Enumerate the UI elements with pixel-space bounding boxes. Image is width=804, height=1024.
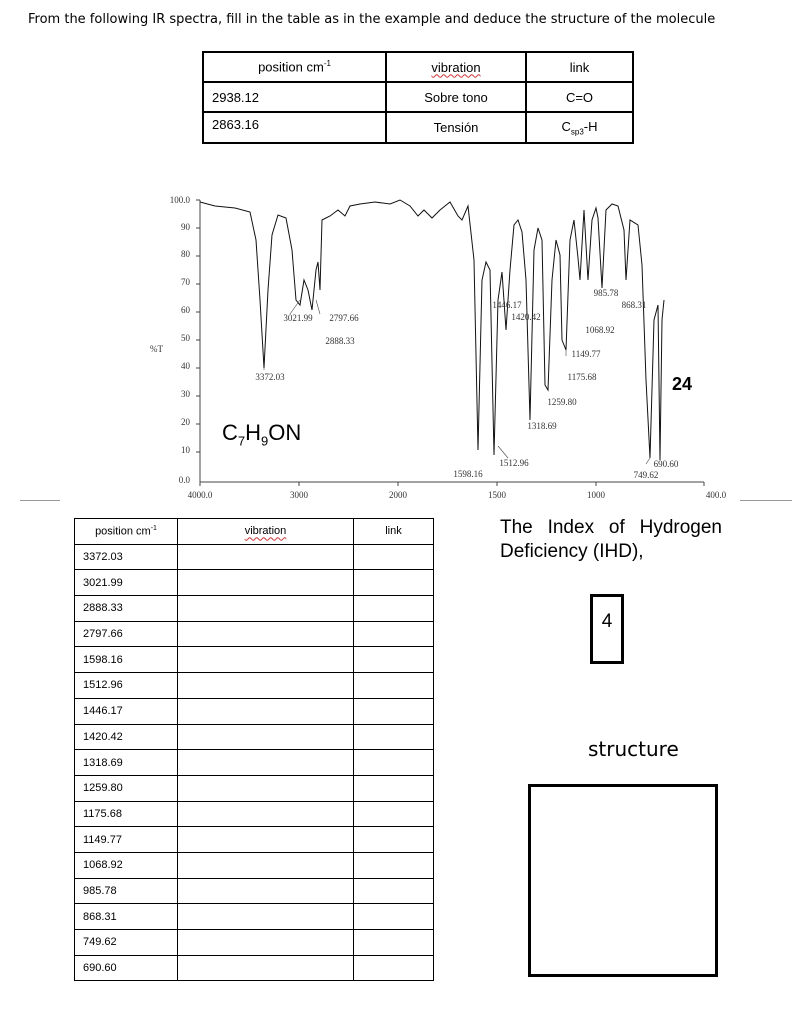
peak-label: 1175.68 — [567, 372, 597, 382]
x-tick: 1000 — [587, 490, 605, 500]
answer-cell-link[interactable] — [354, 750, 434, 776]
answer-cell-vibration[interactable] — [178, 750, 354, 776]
x-tick: 3000 — [290, 490, 308, 500]
peak-label: 1068.92 — [585, 325, 615, 335]
answer-cell-vibration[interactable] — [178, 930, 354, 956]
answer-cell-vibration[interactable] — [178, 647, 354, 673]
peak-label: 1149.77 — [571, 349, 601, 359]
peak-label: 1446.17 — [492, 300, 522, 310]
answer-cell-position: 1259.80 — [75, 775, 178, 801]
answer-cell-vibration[interactable] — [178, 544, 354, 570]
divider — [20, 500, 60, 501]
ihd-value-box[interactable]: 4 — [590, 594, 624, 664]
y-tick: 20 — [181, 417, 190, 427]
peak-label: 985.78 — [593, 288, 619, 298]
example-cell-position: 2938.12 — [203, 82, 386, 112]
y-tick: 90 — [181, 222, 190, 232]
answer-cell-vibration[interactable] — [178, 955, 354, 981]
answer-cell-link[interactable] — [354, 570, 434, 596]
example-cell-link: C=O — [526, 82, 633, 112]
peak-label: 3021.99 — [283, 313, 313, 323]
answer-cell-vibration[interactable] — [178, 852, 354, 878]
divider — [740, 500, 792, 501]
answer-cell-link[interactable] — [354, 904, 434, 930]
example-cell-position: 2863.16 — [203, 112, 386, 143]
peak-label: 1259.80 — [547, 397, 577, 407]
answer-cell-link[interactable] — [354, 801, 434, 827]
y-tick: 70 — [181, 277, 190, 287]
answer-cell-position: 690.60 — [75, 955, 178, 981]
answer-cell-link[interactable] — [354, 724, 434, 750]
x-tick: 2000 — [389, 490, 407, 500]
peak-label: 2888.33 — [325, 336, 355, 346]
example-cell-vibration: Sobre tono — [386, 82, 526, 112]
answer-cell-position: 1175.68 — [75, 801, 178, 827]
answer-cell-position: 3021.99 — [75, 570, 178, 596]
y-tick: 0.0 — [178, 475, 190, 485]
answer-cell-vibration[interactable] — [178, 698, 354, 724]
ihd-label: The Index of Hydrogen — [500, 517, 722, 538]
answer-cell-vibration[interactable] — [178, 596, 354, 622]
answer-cell-position: 2888.33 — [75, 596, 178, 622]
y-tick: 10 — [181, 445, 190, 455]
peak-label: 749.62 — [633, 470, 659, 480]
peak-label: 2797.66 — [329, 313, 359, 323]
answer-cell-position: 868.31 — [75, 904, 178, 930]
answer-cell-position: 985.78 — [75, 878, 178, 904]
y-tick: 40 — [181, 361, 190, 371]
answer-cell-vibration[interactable] — [178, 570, 354, 596]
peak-label: 1512.96 — [499, 458, 529, 468]
answer-cell-position: 1149.77 — [75, 827, 178, 853]
answer-cell-position: 1318.69 — [75, 750, 178, 776]
answer-cell-link[interactable] — [354, 955, 434, 981]
answer-header-position: position $cm^{-1}$ — [75, 519, 178, 545]
answer-cell-link[interactable] — [354, 852, 434, 878]
answer-cell-vibration[interactable] — [178, 673, 354, 699]
answer-cell-vibration[interactable] — [178, 621, 354, 647]
y-axis-label: %T — [150, 344, 163, 354]
peak-label: 1318.69 — [527, 421, 557, 431]
answer-cell-vibration[interactable] — [178, 801, 354, 827]
y-tick: 30 — [181, 389, 190, 399]
example-header-link: link — [526, 52, 633, 82]
answer-cell-position: 1512.96 — [75, 673, 178, 699]
answer-cell-vibration[interactable] — [178, 724, 354, 750]
answer-cell-vibration[interactable] — [178, 775, 354, 801]
x-tick: 4000.0 — [187, 490, 213, 500]
answer-cell-link[interactable] — [354, 673, 434, 699]
answer-cell-link[interactable] — [354, 647, 434, 673]
answer-cell-link[interactable] — [354, 596, 434, 622]
y-tick: 60 — [181, 305, 190, 315]
answer-cell-position: 1446.17 — [75, 698, 178, 724]
example-header-position: position $cm^{-1}$ — [203, 52, 386, 82]
answer-cell-link[interactable] — [354, 621, 434, 647]
peak-label: 868.31 — [621, 300, 647, 310]
answer-cell-vibration[interactable] — [178, 878, 354, 904]
answer-cell-position: 1420.42 — [75, 724, 178, 750]
answer-cell-position: 1598.16 — [75, 647, 178, 673]
structure-label: structure — [588, 737, 679, 761]
peak-label: 3372.03 — [255, 372, 285, 382]
x-tick: 1500 — [488, 490, 506, 500]
answer-cell-link[interactable] — [354, 544, 434, 570]
ihd-label-line2: Deficiency (IHD), — [500, 541, 644, 562]
answer-cell-position: 749.62 — [75, 930, 178, 956]
answer-cell-position: 3372.03 — [75, 544, 178, 570]
answer-cell-link[interactable] — [354, 698, 434, 724]
answer-cell-link[interactable] — [354, 775, 434, 801]
answer-cell-link[interactable] — [354, 878, 434, 904]
x-tick: 400.0 — [705, 490, 727, 500]
answer-cell-link[interactable] — [354, 827, 434, 853]
y-tick: 80 — [181, 249, 190, 259]
answer-cell-position: 1068.92 — [75, 852, 178, 878]
answer-cell-position: 2797.66 — [75, 621, 178, 647]
example-header-vibration: vibration — [386, 52, 526, 82]
structure-box[interactable] — [528, 784, 718, 977]
example-table — [202, 51, 634, 144]
ir-spectrum — [0, 180, 804, 510]
example-cell-link: $C_{sp3}-H$ — [526, 112, 633, 143]
y-tick: 100.0 — [169, 195, 190, 205]
peak-label: 1598.16 — [453, 469, 483, 479]
peak-label: 1420.42 — [511, 312, 541, 322]
molecular-formula: $C_7H_9ON$ — [222, 420, 302, 449]
y-tick: 50 — [181, 333, 190, 343]
peak-label: 690.60 — [653, 459, 679, 469]
answer-cell-vibration[interactable] — [178, 827, 354, 853]
answer-table — [74, 518, 434, 981]
answer-cell-vibration[interactable] — [178, 904, 354, 930]
answer-header-link: link — [354, 519, 434, 545]
instruction-text: From the following IR spectra, fill in the table as in the example and deduce the structure of the molecule — [28, 12, 716, 27]
answer-header-vibration: vibration — [178, 519, 354, 545]
problem-number: 24 — [672, 374, 693, 394]
answer-cell-link[interactable] — [354, 930, 434, 956]
example-cell-vibration: Tensión — [386, 112, 526, 143]
